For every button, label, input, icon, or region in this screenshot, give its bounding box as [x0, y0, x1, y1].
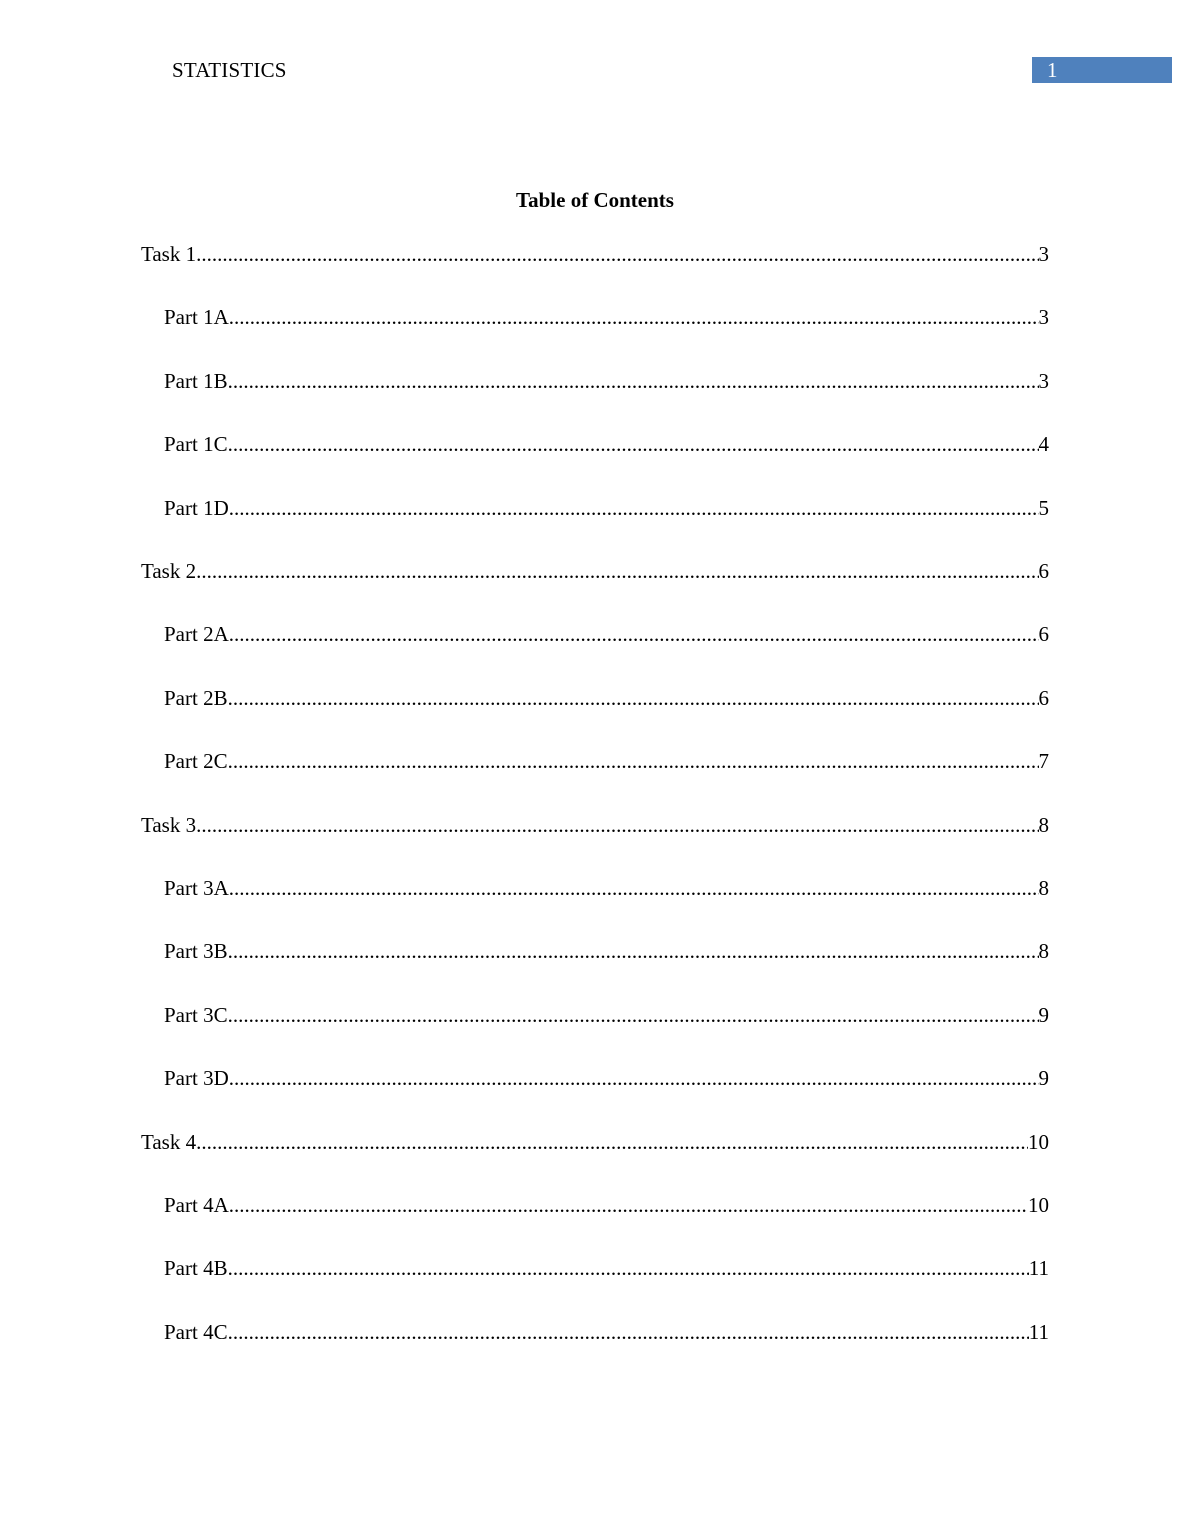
toc-entry-page: 10 [1028, 1193, 1049, 1217]
toc-dot-leader [228, 937, 1039, 965]
toc-entry-label: Task 3 [141, 813, 197, 837]
toc-entry-label: Task 4 [141, 1130, 197, 1154]
toc-entry[interactable] [164, 684, 1049, 712]
toc-entry-label: Part 4B [164, 1256, 228, 1280]
toc-entry[interactable] [141, 1128, 1049, 1156]
toc-entry-page: 3 [1038, 305, 1049, 329]
toc-entry[interactable] [164, 620, 1049, 648]
toc-entry[interactable] [164, 747, 1049, 775]
toc-entry-label: Part 3C [164, 1003, 228, 1027]
toc-entry-label: Part 1C [164, 432, 228, 456]
toc-entry-label: Part 2C [164, 749, 228, 773]
toc-entry-page: 7 [1038, 749, 1049, 773]
toc-entry-page: 10 [1028, 1130, 1049, 1154]
toc-entry[interactable] [164, 937, 1049, 965]
toc-entry-page: 8 [1038, 876, 1049, 900]
toc-dot-leader [228, 367, 1039, 395]
toc-entry-page: 11 [1028, 1320, 1049, 1344]
toc-entry-page: 8 [1038, 813, 1049, 837]
toc-entry-label: Part 3B [164, 939, 228, 963]
toc-dot-leader [229, 303, 1039, 331]
toc-entry-page: 6 [1038, 686, 1049, 710]
toc-dot-leader [196, 240, 1038, 268]
toc-entry-label: Part 3D [164, 1066, 229, 1090]
toc-entry-label: Part 1A [164, 305, 229, 329]
toc-entry-page: 9 [1038, 1003, 1049, 1027]
toc-dot-leader [196, 811, 1038, 839]
toc-entry[interactable] [141, 240, 1049, 268]
toc-entry-page: 3 [1038, 242, 1049, 266]
toc-entry[interactable] [164, 1254, 1049, 1282]
toc-entry-label: Task 1 [141, 242, 197, 266]
toc-entry-label: Part 4A [164, 1193, 229, 1217]
toc-entry[interactable] [141, 811, 1049, 839]
toc-dot-leader [228, 684, 1039, 712]
toc-dot-leader [228, 1254, 1029, 1282]
toc-entry-label: Part 1D [164, 496, 229, 520]
page-number-badge [1032, 57, 1172, 83]
toc-entry-page: 3 [1038, 369, 1049, 393]
toc-entry[interactable] [164, 1001, 1049, 1029]
toc-entry-page: 8 [1038, 939, 1049, 963]
toc-entry[interactable] [164, 1064, 1049, 1092]
toc-dot-leader [228, 747, 1039, 775]
toc-entry[interactable] [164, 1191, 1049, 1219]
toc-entry[interactable] [164, 1318, 1049, 1346]
running-header-title: STATISTICS [172, 58, 287, 82]
toc-dot-leader [196, 557, 1038, 585]
toc-dot-leader [228, 430, 1039, 458]
toc-entry[interactable] [164, 303, 1049, 331]
toc-entry[interactable] [164, 367, 1049, 395]
toc-heading: Table of Contents [516, 188, 674, 212]
toc-entry[interactable] [164, 430, 1049, 458]
toc-entry-label: Part 3A [164, 876, 229, 900]
toc-entry-page: 4 [1038, 432, 1049, 456]
toc-entry-page: 6 [1038, 559, 1049, 583]
toc-dot-leader [229, 494, 1039, 522]
toc-dot-leader [229, 620, 1039, 648]
toc-dot-leader [228, 1001, 1039, 1029]
toc-entry-page: 9 [1038, 1066, 1049, 1090]
toc-dot-leader [196, 1128, 1028, 1156]
toc-entry-page: 11 [1028, 1256, 1049, 1280]
page-number: 1 [1047, 58, 1058, 82]
toc-entry-page: 6 [1038, 622, 1049, 646]
toc-entry-page: 5 [1038, 496, 1049, 520]
toc-dot-leader [228, 1318, 1029, 1346]
toc-dot-leader [229, 1064, 1039, 1092]
toc-entry-label: Part 2A [164, 622, 229, 646]
toc-entry-label: Part 4C [164, 1320, 228, 1344]
toc-dot-leader [229, 874, 1039, 902]
toc-entry[interactable] [141, 557, 1049, 585]
toc-entry-label: Part 1B [164, 369, 228, 393]
toc-entry-label: Part 2B [164, 686, 228, 710]
toc-entry[interactable] [164, 494, 1049, 522]
toc-entry-label: Task 2 [141, 559, 197, 583]
toc-dot-leader [229, 1191, 1028, 1219]
toc-entry[interactable] [164, 874, 1049, 902]
